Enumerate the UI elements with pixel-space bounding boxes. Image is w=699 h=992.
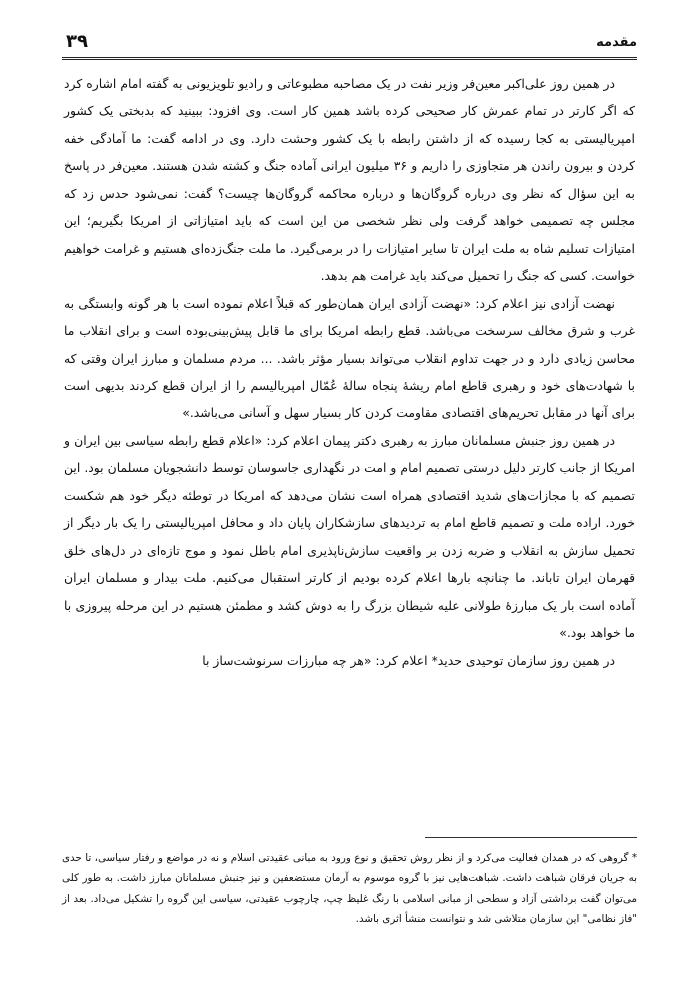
footnote: * گروهی که در همدان فعالیت می‌کرد و از نظر روش تحقیق و نوع ورود به مبانی عقیدتی اسلام و نه در مواضع و رفتار سیاسی، تا حدی به جریان فرقان شباهت داشت. شباهت‌هایی نیز با گروه موسوم به آرمان مستضعفین و نیز جنبش مسلمانان مبارز داشت. به طور کلی می‌توان گفت برداشتی آزاد و سطحی از مبانی اسلامی با رنگ غلیظ چپ، چارچوب عقیدتی، سیاسی این گروه را تشکیل می‌داد. بعد از "فاز نظامی" این سازمان متلاشی شد و نتوانست منشأ اثری باشد. <box>62 852 637 926</box>
page-number: ۳۹ <box>66 31 88 52</box>
page-header <box>62 33 637 60</box>
paragraph: در همین روز جنبش مسلمانان مبارز به رهبری دکتر پیمان اعلام کرد: «اعلام قطع رابطه سیاسی بین ایران و امریکا از جانب کارتر دلیل درستی تصمیم امام و امت در نگهداری جاسوسان توسط دانشجویان مسلمان بود. این تصمیم که با مجازات‌های شدید اقتصادی همراه است نشان می‌دهد که امریکا در توطئه دیگر خود هم شکست خورد. اراده ملت و تصمیم قاطع امام به تردیدهای سازشکاران پایان داد و محافل امپریالیستی را یک بار دیگر از تحمیل سازش به انقلاب و ضربه زدن بر واقعیت سازش‌ناپذیری امام باطل نمود و موج تازه‌ای در دل‌های خلق قهرمان ایران تاباند. ما چنانچه بارها اعلام کرده بودیم از کارتر استقبال می‌کنیم. ملت بیدار و مسلمان ایران آماده است بار یک مبارزهٔ طولانی علیه شیطان بزرگ را به دوش کشد و مطمئن هستیم در این مرحله پیروزی با ما خواهد بود.» <box>64 432 635 641</box>
section-title: مقدمه <box>596 35 637 50</box>
main-text <box>64 70 635 674</box>
paragraph: نهضت آزادی نیز اعلام کرد: «نهضت آزادی ایران همان‌طور که قبلاً اعلام نموده است با هر گونه وابستگی به غرب و شرق مخالف سرسخت می‌باشد. قطع رابطه امریکا برای ما قابل پیش‌بینی‌بوده است و برای انقلاب ما محاسن زیادی دارد و در جهت تداوم انقلاب می‌تواند بسیار مؤثر باشد. ... مردم مسلمان و مبارز ایران وقتی که با شهادت‌های خود و رهبری قاطع امام ریشهٔ پنجاه سالهٔ عُمّال امپریالیسم را از ایران قطع کردند بدیهی است برای آنها در مقابل تحریم‌های اقتصادی مقاومت کردن کار بسیار سهل و آسانی می‌باشد.» <box>64 295 635 421</box>
footnote-divider <box>425 837 637 838</box>
paragraph: در همین روز علی‌اکبر معین‌فر وزیر نفت در یک مصاحبه مطبوعاتی و رادیو تلویزیونی به گفته امام اشاره کرد که اگر کارتر در تمام عمرش کار صحیحی کرده باشد همین کار است. وی افزود: ببینید که بدبختی یک کشور امپریالیستی به کجا رسیده که از داشتن رابطه با یک کشور وحشت دارد. وی در ادامه گفت: ما آمادگی خفه کردن و بیرون راندن هر متجاوزی را داریم و ۳۶ میلیون ایرانی آماده جنگ و کشته شدن هستند. معین‌فر در پاسخ به این سؤال که نظر وی درباره گروگان‌ها و درباره محاکمه گروگان‌ها چیست؟ گفت: نمی‌شود حدس زد که مجلس چه تصمیمی خواهد گرفت ولی نظر شخصی من این است که باید امتیازاتی از امریکا بگیریم؛ این امتیازات تسلیم شاه به ملت ایران تا سایر امتیازات را در برمی‌گیرد. ما ملت جنگ‌زده‌ای هستیم و غرامت خواهیم خواست. کسی که جنگ را تحمیل می‌کند باید غرامت هم بدهد. <box>64 76 635 284</box>
paragraph: در همین روز سازمان توحیدی حدید* اعلام کرد: «هر چه مبارزات سرنوشت‌ساز با <box>202 652 615 668</box>
